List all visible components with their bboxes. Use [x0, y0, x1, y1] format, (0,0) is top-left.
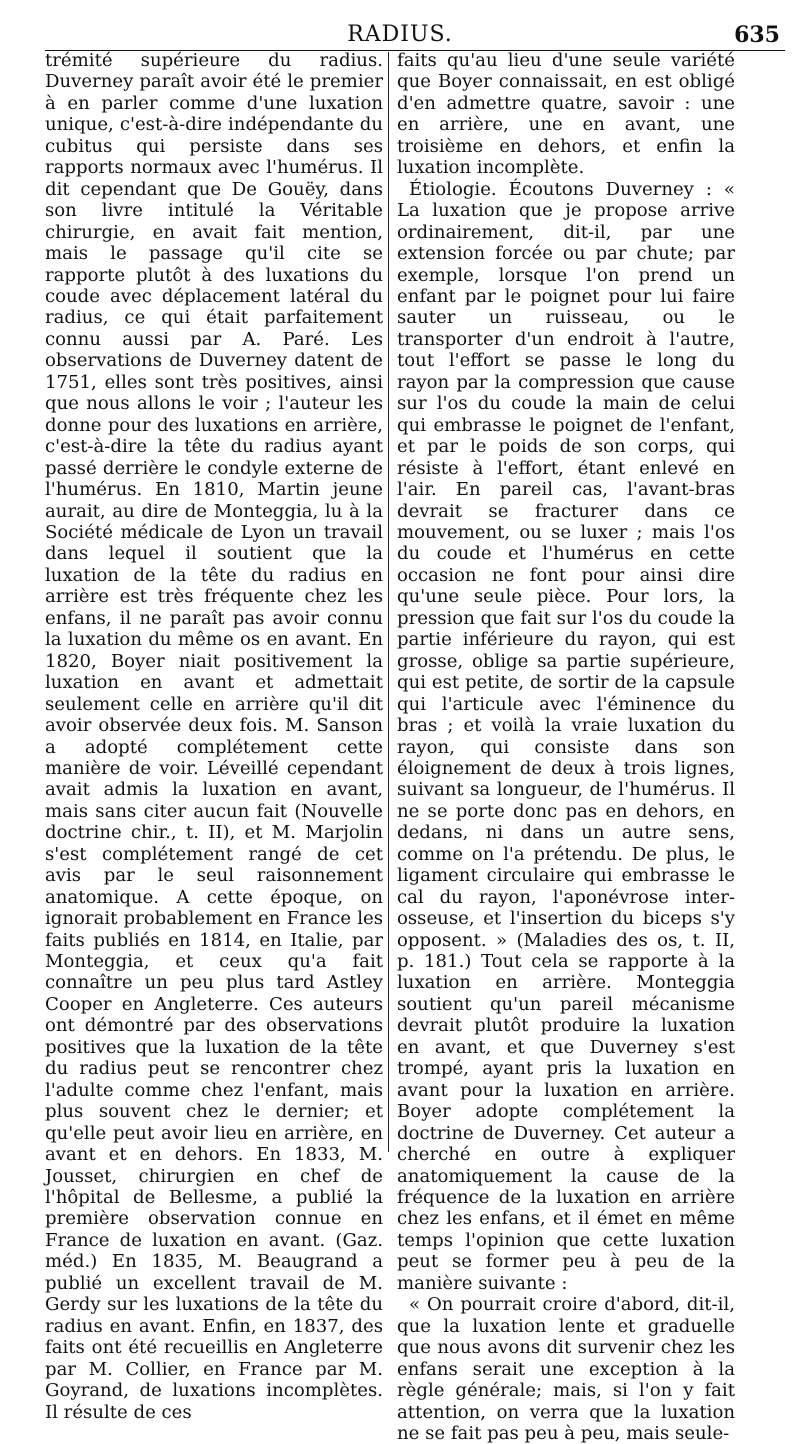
page-number: 635	[734, 22, 780, 48]
right-paragraph-1: faits qu'au lieu d'une seule variété que Boyer connaissait, en est obligé d'en admettre quatre, savoir : une en arrière, une en avant, une troisième en dehors, et enfin la luxation incomplète.	[397, 50, 735, 179]
column-divider	[388, 52, 389, 1152]
running-title: RADIUS.	[347, 22, 453, 47]
left-paragraph-1: trémité supérieure du radius. Duverney paraît avoir été le premier à en parler comme d'une luxation unique, c'est-à-dire indépendante du cubitus qui persiste dans ses rapports normaux avec l'humérus. Il dit cependant que De Gouëy, dans son livre intitulé la Véritable chirurgie, en avait fait mention, mais le passage qu'il cite se rapporte plutôt à des luxations du coude avec déplacement latéral du radius, ce qui était parfaitement connu aussi par A. Paré. Les observations de Duverney datent de 1751, elles sont très positives, ainsi que nous allons le voir ; l'auteur les donne pour des luxations en arrière, c'est-à-dire la tête du radius ayant passé derrière le condyle externe de l'humérus. En 1810, Martin jeune aurait, au dire de Monteggia, lu à la Société médicale de Lyon un travail dans lequel il soutient que la luxation de la tête du radius en arrière est très fréquente chez les enfans, il ne paraît pas avoir connu la luxation du même os en avant. En 1820, Boyer niait positivement la luxation en avant et admettait seulement celle en arrière qu'il dit avoir observée deux fois. M. Sanson a adopté complétement cette manière de voir. Léveillé cependant avait admis la luxation en avant, mais sans citer aucun fait (Nouvelle doctrine chir., t. II), et M. Marjolin s'est complétement rangé de cet avis par le seul raisonnement anatomique. A cette époque, on ignorait probablement en France les faits publiés en 1814, en Italie, par Monteggia, et ceux qu'a fait connaître un peu plus tard Astley Cooper en Angleterre. Ces auteurs ont démontré par des observations positives que la luxation de la tête du radius peut se rencontrer chez l'adulte comme chez l'enfant, mais plus souvent chez le dernier; et qu'elle peut avoir lieu en arrière, en avant et en dehors. En 1833, M. Jousset, chirurgien en chef de l'hôpital de Bellesme, a publié la première observation connue en France de luxation en avant. (Gaz. méd.) En 1835, M. Beaugrand a publié un excellent travail de M. Gerdy sur les luxations de la tête du radius en avant. Enfin, en 1837, des faits ont été recueillis en Angleterre par M. Collier, en France par M. Goyrand, de luxations incomplètes. Il résulte de ces	[45, 50, 383, 1423]
right-column	[397, 50, 735, 1444]
right-paragraph-etiologie: Étiologie. Écoutons Duverney : « La luxation que je propose arrive ordinairement, dit-il, par une extension forcée ou par chute; par exemple, lorsque l'on prend un enfant par le poignet pour lui faire sauter un ruisseau, ou le transporter d'un endroit à l'autre, tout l'effort se passe le long du rayon par la compression que cause sur l'os du coude la main de celui qui embrasse le poignet de l'enfant, et par le poids de son corps, qui résiste à l'effort, étant enlevé en l'air. En pareil cas, l'avant-bras devrait se fracturer dans ce mouvement, ou se luxer ; mais l'os du coude et l'humérus en cette occasion ne font pour ainsi dire qu'une seule pièce. Pour lors, la pression que fait sur l'os du coude la partie inférieure du rayon, qui est grosse, oblige sa partie supérieure, qui est petite, de sortir de la capsule qui l'articule avec l'éminence du bras ; et voilà la vraie luxation du rayon, qui consiste dans son éloignement de deux à trois lignes, suivant sa longueur, de l'humérus. Il ne se porte donc pas en dehors, en dedans, ni dans un autre sens, comme on l'a prétendu. De plus, le ligament circulaire qui embrasse le cal du rayon, l'aponévrose inter-osseuse, et l'insertion du biceps s'y opposent. » (Maladies des os, t. II, p. 181.) Tout cela se rapporte à la luxation en arrière. Monteggia soutient qu'un pareil mécanisme devrait plutôt produire la luxation en avant, et que Duverney s'est trompé, ayant pris la luxation en avant pour la luxation en arrière. Boyer adopte complétement la doctrine de Duverney. Cet auteur a cherché en outre à expliquer anatomiquement la cause de la fréquence de la luxation en arrière chez les enfans, et il émet en même temps l'opinion que cette luxation peut se former peu à peu de la manière suivante :	[397, 178, 735, 1294]
left-column	[45, 50, 383, 1423]
right-paragraph-quote: « On pourrait croire d'abord, dit-il, que la luxation lente et graduelle que nous avons dit survenir chez les enfans serait une exception à la règle générale; mais, si l'on y fait attention, on verra que la luxation ne se fait pas peu à peu, mais seule-	[397, 1294, 735, 1444]
